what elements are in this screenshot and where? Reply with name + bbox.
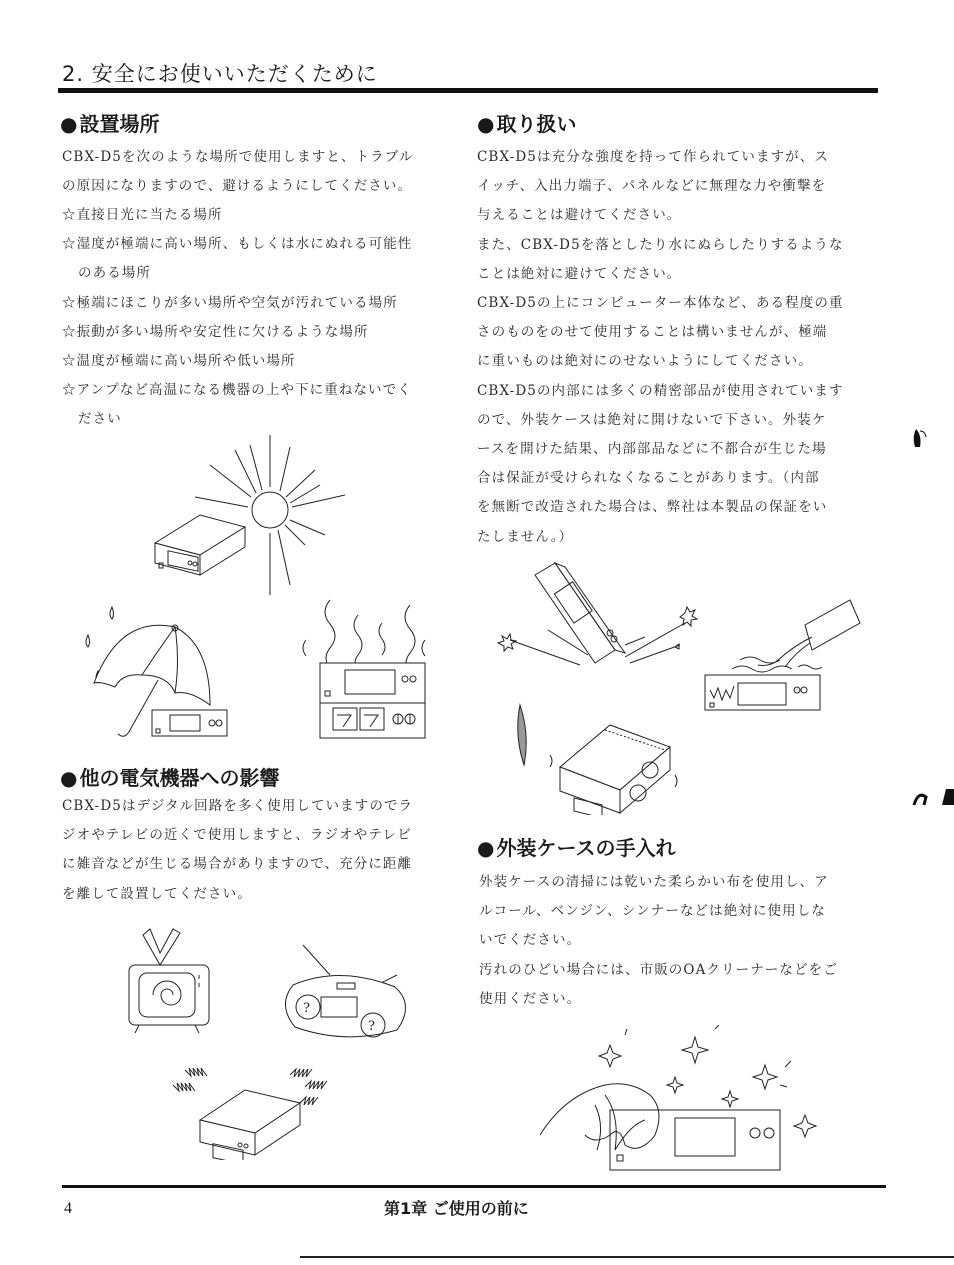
svg-text:?: ?: [303, 1001, 310, 1016]
svg-text:?: ?: [368, 1019, 375, 1034]
list-item: ☆温度が極端に高い場所や低い場所: [62, 353, 296, 370]
section-heading-handling: ● 取り扱い: [477, 112, 577, 136]
section-heading-interference: ● 他の電気機器への影響: [60, 766, 280, 790]
bullet-icon: ●: [60, 112, 78, 136]
installation-list: [62, 201, 462, 435]
bullet-icon: ●: [477, 112, 495, 136]
list-item: ☆湿度が極端に高い場所、もしくは水にぬれる可能性: [62, 236, 413, 253]
umbrella-rain-icon: [80, 605, 240, 750]
scan-edge-line: [300, 1256, 954, 1258]
sun-device-icon: [150, 435, 350, 595]
case-care-text: 外装ケースの清掃には乾いた柔らかい布を使用し、ア ルコール、ベンジン、シンナーなどは絶対に使用しな いでください。 汚れのひどい場合には、市販のOAクリーナーなどをご 使用ください。: [479, 874, 838, 1007]
list-item: ☆極端にほこりが多い場所や空気が汚れている場所: [62, 294, 398, 311]
dropped-device-icon: [490, 555, 710, 815]
footer-chapter: 第1章 ご使用の前に: [384, 1199, 529, 1218]
margin-mark-icon: [910, 785, 954, 809]
header-rule: [58, 88, 878, 93]
cleaning-cloth-icon: [535, 1025, 830, 1175]
footer-rule: [62, 1185, 886, 1188]
page-number: 4: [64, 1200, 72, 1217]
list-item-continuation: ださい: [78, 411, 122, 428]
handling-text: CBX-D5は充分な強度を持って作られていますが、ス イッチ、入出力端子、パネルなどに無理な力や衝撃を 与えることは避けてください。 また、CBX-D5を落としたり水にぬらしたりするような ことは絶対に避けてください。 CBX-D5の上にコンピューター本体など、ある程度の重 さのものをのせて使用することは構いませんが、極端 に重いものは絶対にのせないようにしてください。 CBX-D5の内部には多くの精密部品が使用されています ので、外装ケースは絶対に開けないで下さい。外装ケ ースを開けた結果、内部部品などに不都合が生じた場 合は保証が受けられなくなることがあります。（内部 を無断で改造された場合は、弊社は本製品の保証をい たしません。）: [477, 149, 844, 545]
chapter-title: 2. 安全にお使いいただくために: [62, 62, 378, 86]
installation-intro: CBX-D5を次のような場所で使用しますと、トラブル の原因になりますので、避けるようにしてください。: [62, 149, 414, 195]
section-heading-case-care: ● 外装ケースの手入れ: [477, 836, 676, 860]
interference-text: CBX-D5はデジタル回路を多く使用していますのでラ ジオやテレビの近くで使用しますと、ラジオやテレビ に雑音などが生じる場合がありますので、充分に距離 を離して設置してください。: [62, 798, 414, 902]
list-item: ☆直接日光に当たる場所: [62, 207, 223, 223]
section-heading-installation: ● 設置場所: [60, 112, 160, 136]
heat-stack-icon: [300, 595, 450, 745]
margin-mark-icon: [910, 425, 930, 455]
water-spill-icon: [700, 595, 870, 720]
list-item-continuation: のある場所: [78, 265, 151, 282]
list-item: ☆アンプなど高温になる機器の上や下に重ねないでく: [62, 382, 412, 399]
list-item: ☆振動が多い場所や安定性に欠けるような場所: [62, 323, 369, 340]
bullet-icon: ●: [60, 766, 78, 790]
bullet-icon: ●: [477, 836, 495, 860]
tv-radio-interference-icon: [125, 925, 415, 1160]
